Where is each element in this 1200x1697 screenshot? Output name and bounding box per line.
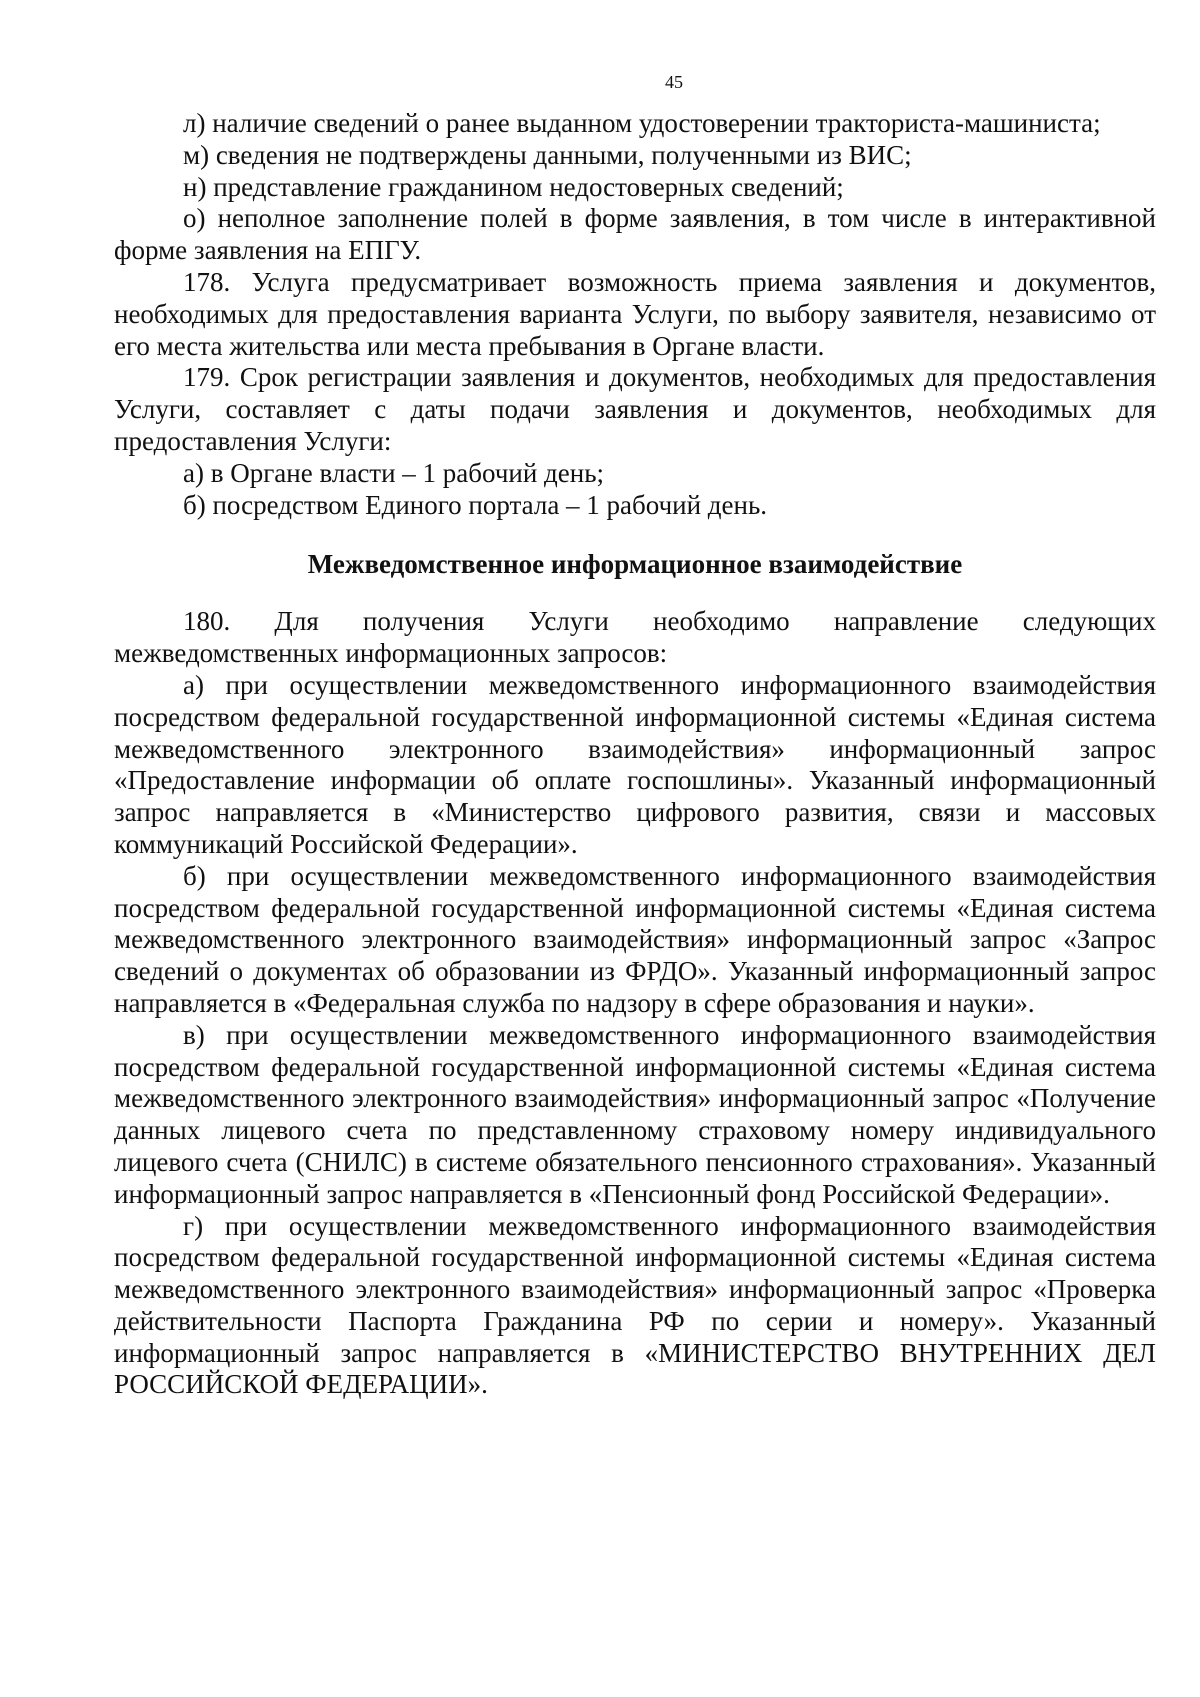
clause-179: 179. Срок регистрации заявления и документов, необходимых для предоставления Услуги, составляет с даты подачи заявления и документов, необходимых для предоставления Услуги: [114,362,1156,456]
clause-180-item-b: б) при осуществлении межведомственного информационного взаимодействия посредством федеральной государственной информационной системы «Единая система межведомственного электронного взаимодействия» информационный запрос «Запрос сведений о документах об образовании из ФРДО». Указанный информационный запрос направляется в «Федеральная служба по надзору в сфере образования и науки». [114,860,1156,1018]
section-heading: Межведомственное информационное взаимодействие [307,549,963,580]
clause-178: 178. Услуга предусматривает возможность приема заявления и документов, необходимых для предоставления варианта Услуги, по выбору заявителя, независимо от его места жительства или места пребывания в Органе власти. [114,266,1156,361]
item-n: н) представление гражданином недостоверных сведений; [183,171,844,202]
clause-180-item-g: г) при осуществлении межведомственного информационного взаимодействия посредством федеральной государственной информационной системы «Единая система межведомственного электронного взаимодействия» информационный запрос «Проверка действительности Паспорта Гражданина РФ по серии и номеру». Указанный информационный запрос направляется в «МИНИСТЕРСТВО ВНУТРЕННИХ ДЕЛ РОССИЙСКОЙ ФЕДЕРАЦИИ». [114,1210,1156,1400]
clause-180-item-a: а) при осуществлении межведомственного информационного взаимодействия посредством федеральной государственной информационной системы «Единая система межведомственного электронного взаимодействия» информационный запрос «Предоставление информации об оплате госпошлины». Указанный информационный запрос направляется в «Министерство цифрового развития, связи и массовых коммуникаций Российской Федерации». [114,669,1156,859]
clause-179-item-b: б) посредством Единого портала – 1 рабочий день. [183,489,768,520]
page-number: 45 [665,72,683,92]
item-o: о) неполное заполнение полей в форме заявления, в том числе в интерактивной форме заявления на ЕПГУ. [114,203,1156,266]
clause-180: 180. Для получения Услуги необходимо направление следующих межведомственных информационных запросов: [114,606,1156,669]
clause-180-item-v: в) при осуществлении межведомственного информационного взаимодействия посредством федеральной государственной информационной системы «Единая система межведомственного электронного взаимодействия» информационный запрос «Получение данных лицевого счета по представленному страховому номеру индивидуального лицевого счета (СНИЛС) в системе обязательного пенсионного страхования». Указанный информационный запрос направляется в «Пенсионный фонд Российской Федерации». [114,1019,1156,1209]
item-m: м) сведения не подтверждены данными, полученными из ВИС; [183,139,912,170]
item-l: л) наличие сведений о ранее выданном удостоверении тракториста-машиниста; [183,108,1101,138]
clause-179-item-a: а) в Органе власти – 1 рабочий день; [183,457,605,488]
